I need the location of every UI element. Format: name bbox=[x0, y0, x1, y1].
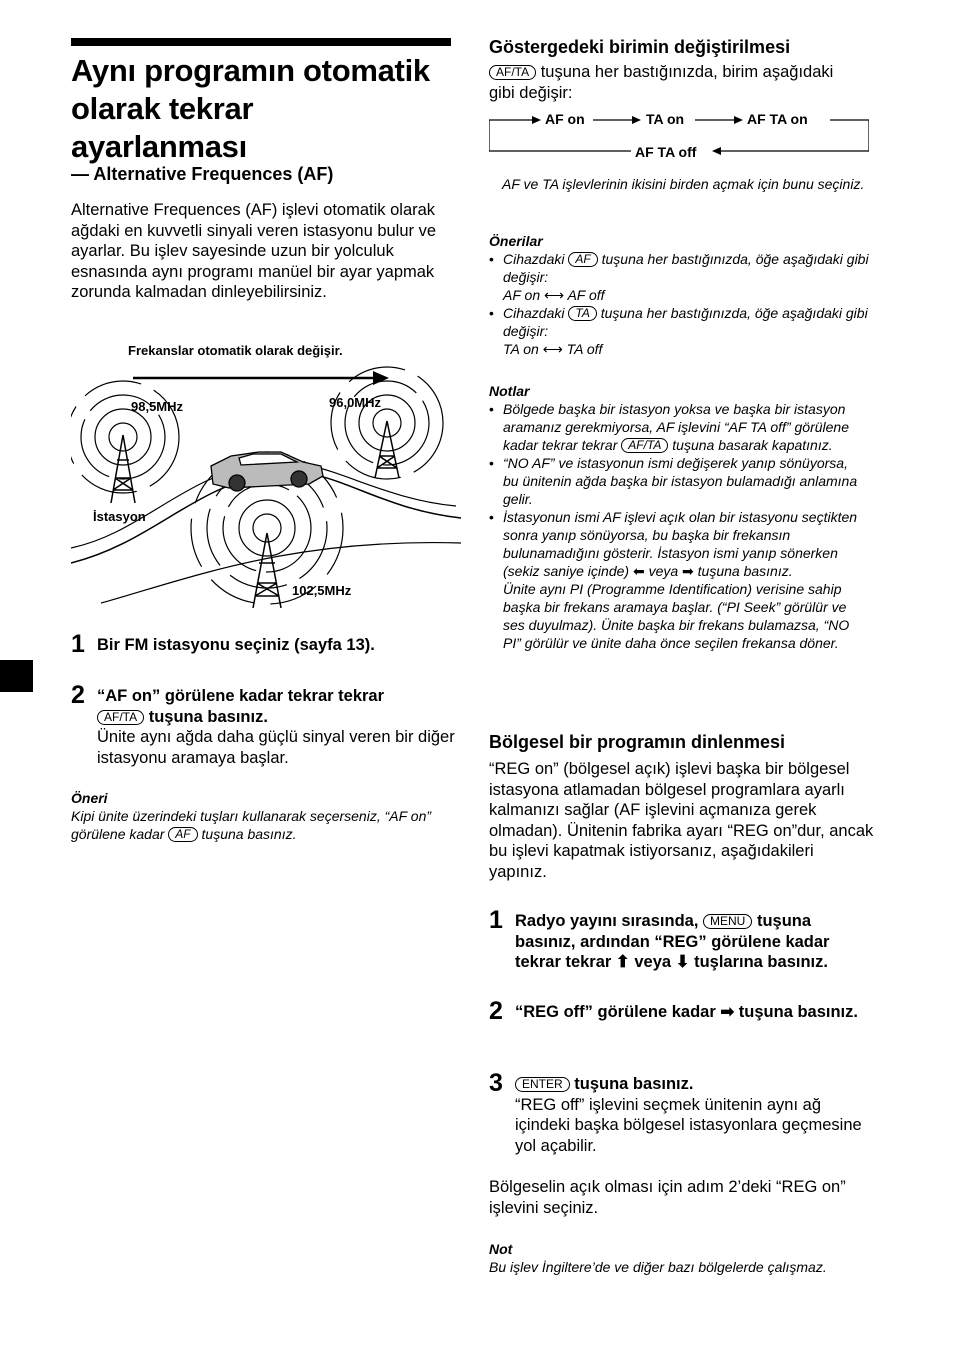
step-2-detail: Ünite aynı ağda daha güçlü sinyal veren bir diğer istasyonu aramaya başlar. bbox=[97, 728, 455, 767]
freq-label-96: 96,0MHz bbox=[329, 395, 382, 410]
section-regional-text: “REG on” (bölgesel açık) işlevi başka bir bölgesel istasyona atlamadan bölgesel programlara ayarlı kalmanızı sağlar (AF işlevini açmanıza gerek olmadan). Ünitenin fabrika ayarı “REG on”dur, ancak bu işlevi kapatmak istiyorsanız, aşağıdakileri yapınız. bbox=[489, 760, 874, 881]
step-2-text-b: tuşuna basınız. bbox=[148, 707, 268, 726]
flow-af-on: AF on bbox=[545, 111, 585, 127]
station-label: İstasyon bbox=[93, 509, 146, 524]
af-diagram bbox=[71, 338, 461, 618]
reg-step-3-number: 3 bbox=[489, 1069, 503, 1097]
suggestions-title: Önerilar bbox=[489, 233, 543, 249]
step-2-block bbox=[97, 686, 457, 768]
tip-title: Öneri bbox=[71, 790, 108, 806]
title-rule bbox=[71, 38, 451, 46]
notes-title: Notlar bbox=[489, 383, 530, 399]
af-ta-key: AF/TA bbox=[489, 65, 536, 80]
af-key: AF bbox=[168, 827, 197, 842]
tip-block bbox=[71, 789, 451, 843]
regional-note-text: Bu işlev İngiltere’de ve diğer bazı bölgelerde çalışmaz. bbox=[489, 1259, 827, 1275]
flow-af-ta-off: AF TA off bbox=[635, 144, 697, 160]
arrow-down-icon: ⬇ bbox=[675, 953, 690, 971]
title-line-3: ayarlanması bbox=[71, 129, 247, 164]
suggestions-block bbox=[489, 232, 869, 358]
regional-note-title: Not bbox=[489, 1241, 513, 1257]
reg-step-1-number: 1 bbox=[489, 906, 503, 934]
arrow-left-icon: ⬅ bbox=[632, 563, 645, 579]
flow-note: AF ve TA işlevlerinin ikisini birden açmak için bunu seçiniz. bbox=[502, 176, 865, 192]
flow-af-ta-on: AF TA on bbox=[747, 111, 808, 127]
af-ta-key: AF/TA bbox=[97, 710, 144, 725]
reg-step-3-detail: “REG off” işlevini seçmek ünitenin aynı ağ içindeki başka bölgesel istasyonlara geçmesine yol açabilir. bbox=[515, 1095, 862, 1155]
step-2-text-a: “AF on” görülene kadar tekrar tekrar bbox=[97, 687, 385, 705]
title-line-2: olarak tekrar bbox=[71, 91, 254, 126]
section-display-title: Göstergedeki birimin değiştirilmesi bbox=[489, 37, 791, 57]
ta-key: TA bbox=[568, 306, 596, 321]
notes-block bbox=[489, 382, 859, 652]
af-ta-key: AF/TA bbox=[621, 438, 668, 453]
freq-label-102: 102,5MHz bbox=[292, 583, 352, 598]
menu-key: MENU bbox=[703, 914, 752, 929]
af-key: AF bbox=[568, 252, 597, 267]
tip-text-a: Kipi ünite üzerindeki tuşları kullanarak seçerseniz, “AF on” görülene kadar bbox=[71, 808, 432, 842]
regional-closing: Bölgeselin açık olması için adım 2’deki “REG on” işlevini seçiniz. bbox=[489, 1178, 846, 1217]
note-item-3: • İstasyonun ismi AF işlevi açık olan bir istasyonu seçtikten sonra yanıp sönüyorsa, bu başka bir frekansın bulunamadığını gösterir. İstasyon ismi yanıp sönerken (sekiz saniye içinde) ⬅ veya ➡ tuşuna basınız. Ünite aynı PI (Programme Identification) verisine sahip başka bir frekans aramaya başlar. (“PI Seek” görülür ve ses duyulmaz). Ünite başka bir frekans bulamazsa, “NO PI” görülür ve ünite daha önce seçilen frekansa döner. bbox=[489, 508, 859, 652]
reg-step-2-text: “REG off” görülene kadar ➡ tuşuna basınız. bbox=[515, 1003, 858, 1021]
reg-step-2-number: 2 bbox=[489, 997, 503, 1025]
tip-text-b: tuşuna basınız. bbox=[201, 826, 297, 842]
arrow-up-icon: ⬆ bbox=[615, 953, 630, 971]
reg-step-1-text: Radyo yayını sırasında, MENU tuşuna basınız, ardından “REG” görülene kadar tekrar tekrar ⬆ veya ⬇ tuşlarına basınız. bbox=[515, 912, 830, 971]
step-1-text: Bir FM istasyonu seçiniz (sayfa 13). bbox=[97, 636, 375, 654]
page-title bbox=[71, 52, 461, 166]
suggestion-item-2: • Cihazdaki TA tuşuna her bastığınızda, öğe aşağıdaki gibi değişir: TA on ⟷ TA off bbox=[489, 304, 869, 358]
display-flow-diagram bbox=[489, 108, 869, 160]
step-2-number: 2 bbox=[71, 681, 85, 709]
step-1-number: 1 bbox=[71, 630, 85, 658]
flow-ta-on: TA on bbox=[646, 111, 685, 127]
diagram-caption: Frekanslar otomatik olarak değişir. bbox=[128, 343, 343, 358]
freq-label-98: 98,5MHz bbox=[131, 399, 184, 414]
section-display-text bbox=[489, 62, 849, 103]
arrow-right-icon: ➡ bbox=[682, 563, 694, 579]
suggestion-item-1: • Cihazdaki AF tuşuna her bastığınızda, öğe aşağıdaki gibi değişir: AF on ⟷ AF off bbox=[489, 250, 869, 304]
arrow-right-icon: ➡ bbox=[720, 1003, 735, 1021]
section-regional-title: Bölgesel bir programın dinlenmesi bbox=[489, 732, 786, 752]
regional-note-block bbox=[489, 1240, 869, 1276]
note-item-1: • Bölgede başka bir istasyon yoksa ve başka bir istasyon aramanız gerekmiyorsa, AF işlevini “AF TA off” görülene kadar tekrar tekrar AF/TA tuşuna basarak kapatınız. bbox=[489, 400, 859, 454]
note-item-2: • “NO AF” ve istasyonun ismi değişerek yanıp sönüyorsa, bu ünitenin ağda başka bir istasyon bulamadığı anlamına gelir. bbox=[489, 454, 859, 508]
section-display-desc: tuşuna her bastığınızda, birim aşağıdaki gibi değişir: bbox=[489, 63, 834, 102]
diagram-drawing bbox=[71, 338, 461, 618]
section-tab-marker bbox=[0, 660, 33, 692]
reg-step-3-block: ENTER tuşuna basınız. “REG off” işlevini seçmek ünitenin aynı ağ içindeki başka bölgesel istasyonlara geçmesine yol açabilir. bbox=[515, 1074, 870, 1156]
title-line-1: Aynı programın otomatik bbox=[71, 53, 430, 88]
intro-paragraph: Alternative Frequences (AF) işlevi otomatik olarak ağdaki en kuvvetli sinyali veren istasyonu bulur ve ayarlar. Bu işlev sayesinde uzun bir yolculuk esnasında aynı programı manüel bir ayar yapmak zorunda kalmadan dinleyebilirsiniz. bbox=[71, 201, 437, 301]
page-subtitle: — Alternative Frequences (AF) bbox=[71, 164, 334, 184]
enter-key: ENTER bbox=[515, 1077, 570, 1092]
